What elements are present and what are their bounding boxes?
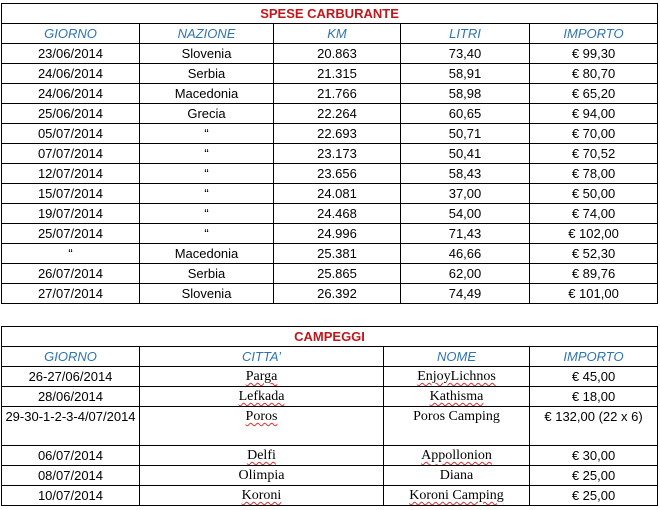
fuel-cell-litri: 46,66: [401, 244, 530, 264]
fuel-cell-importo: € 80,70: [530, 64, 658, 84]
fuel-cell-nazione: Macedonia: [140, 84, 274, 104]
campsites-cell-importo: € 132,00 (22 x 6): [530, 407, 658, 446]
campsites-table-row: [2, 407, 658, 446]
fuel-cell-nazione: Serbia: [140, 64, 274, 84]
fuel-table-row: [2, 164, 658, 184]
campsites-table: [1, 326, 658, 506]
campsites-cell-citta: [140, 466, 384, 486]
campsites-cell-text: Delfi: [247, 448, 276, 463]
campsites-cell-text: Olimpia: [238, 468, 285, 483]
fuel-table-row: [2, 124, 658, 144]
fuel-table-row: [2, 204, 658, 224]
fuel-cell-litri: 58,43: [401, 164, 530, 184]
campsites-cell-citta: [140, 407, 384, 446]
fuel-cell-importo: € 99,30: [530, 44, 658, 64]
fuel-table-row: [2, 244, 658, 264]
fuel-cell-giorno: 27/07/2014: [2, 284, 140, 304]
campsites-table-row: [2, 486, 658, 506]
fuel-cell-litri: 71,43: [401, 224, 530, 244]
campsites-cell-giorno: 28/06/2014: [2, 387, 140, 407]
fuel-table-row: [2, 224, 658, 244]
fuel-cell-nazione: “: [140, 164, 274, 184]
campsites-cell-importo: € 45,00: [530, 367, 658, 387]
campsites-cell-citta: [140, 367, 384, 387]
fuel-cell-nazione: Slovenia: [140, 44, 274, 64]
fuel-cell-litri: 37,00: [401, 184, 530, 204]
fuel-cell-importo: € 70,00: [530, 124, 658, 144]
campsites-cell-giorno: 29-30-1-2-3-4/07/2014: [2, 407, 140, 446]
fuel-table-row: [2, 284, 658, 304]
fuel-cell-giorno: 19/07/2014: [2, 204, 140, 224]
campsites-table-row: [2, 466, 658, 486]
fuel-table-title: SPESE CARBURANTE: [2, 4, 658, 24]
campsites-cell-nome: [384, 446, 530, 466]
fuel-cell-giorno: 25/06/2014: [2, 104, 140, 124]
fuel-cell-km: 23.656: [274, 164, 401, 184]
fuel-header-km: KM: [274, 24, 401, 44]
campsites-header-nome: NOME: [384, 347, 530, 367]
fuel-header-row: [2, 24, 658, 44]
fuel-title-row: [2, 4, 658, 24]
campsites-title-row: [2, 327, 658, 347]
fuel-table-body: [2, 44, 658, 304]
campsites-cell-nome: [384, 407, 530, 446]
fuel-cell-nazione: Serbia: [140, 264, 274, 284]
campsites-table-row: [2, 367, 658, 387]
fuel-cell-litri: 50,71: [401, 124, 530, 144]
fuel-header-importo: IMPORTO: [530, 24, 658, 44]
fuel-cell-litri: 58,91: [401, 64, 530, 84]
campsites-cell-citta: [140, 486, 384, 506]
fuel-cell-giorno: 26/07/2014: [2, 264, 140, 284]
campsites-cell-giorno: 08/07/2014: [2, 466, 140, 486]
fuel-cell-giorno: 23/06/2014: [2, 44, 140, 64]
fuel-cell-importo: € 94,00: [530, 104, 658, 124]
fuel-cell-giorno: 05/07/2014: [2, 124, 140, 144]
fuel-cell-nazione: Grecia: [140, 104, 274, 124]
campsites-cell-nome: [384, 486, 530, 506]
fuel-table-row: [2, 264, 658, 284]
campsites-cell-text: EnjoyLichnos: [417, 369, 496, 384]
campsites-header-citta: CITTA’: [140, 347, 384, 367]
fuel-cell-km: 26.392: [274, 284, 401, 304]
fuel-cell-giorno: 15/07/2014: [2, 184, 140, 204]
fuel-cell-litri: 54,00: [401, 204, 530, 224]
fuel-cell-giorno: 07/07/2014: [2, 144, 140, 164]
campsites-header-giorno: GIORNO: [2, 347, 140, 367]
fuel-cell-km: 25.381: [274, 244, 401, 264]
fuel-cell-importo: € 102,00: [530, 224, 658, 244]
fuel-cell-importo: € 70,52: [530, 144, 658, 164]
fuel-cell-giorno: 24/06/2014: [2, 64, 140, 84]
campsites-cell-text: Koroni: [241, 488, 282, 503]
campsites-cell-importo: € 25,00: [530, 466, 658, 486]
campsites-cell-citta: [140, 387, 384, 407]
fuel-table-row: [2, 64, 658, 84]
fuel-cell-importo: € 65,20: [530, 84, 658, 104]
fuel-cell-km: 20.863: [274, 44, 401, 64]
fuel-cell-nazione: “: [140, 224, 274, 244]
fuel-cell-importo: € 52,30: [530, 244, 658, 264]
fuel-table-row: [2, 104, 658, 124]
campsites-header-importo: IMPORTO: [530, 347, 658, 367]
campsites-cell-giorno: 26-27/06/2014: [2, 367, 140, 387]
campsites-cell-citta: [140, 446, 384, 466]
campsites-cell-giorno: 10/07/2014: [2, 486, 140, 506]
fuel-table-row: [2, 84, 658, 104]
campsites-cell-importo: € 30,00: [530, 446, 658, 466]
campsites-cell-text: Lefkada: [238, 389, 285, 404]
campsites-cell-text: Poros Camping: [413, 409, 500, 424]
fuel-cell-km: 24.996: [274, 224, 401, 244]
fuel-cell-importo: € 74,00: [530, 204, 658, 224]
fuel-cell-litri: 58,98: [401, 84, 530, 104]
fuel-cell-litri: 50,41: [401, 144, 530, 164]
fuel-cell-nazione: Slovenia: [140, 284, 274, 304]
campsites-table-title: CAMPEGGI: [2, 327, 658, 347]
campsites-cell-text: Parga: [245, 369, 278, 384]
fuel-cell-nazione: Macedonia: [140, 244, 274, 264]
fuel-cell-nazione: “: [140, 144, 274, 164]
campsites-cell-nome: [384, 387, 530, 407]
fuel-table-row: [2, 144, 658, 164]
fuel-cell-km: 21.766: [274, 84, 401, 104]
fuel-cell-importo: € 101,00: [530, 284, 658, 304]
fuel-cell-km: 22.264: [274, 104, 401, 124]
fuel-cell-nazione: “: [140, 204, 274, 224]
fuel-cell-giorno: 12/07/2014: [2, 164, 140, 184]
fuel-cell-giorno: “: [2, 244, 140, 264]
campsites-cell-nome: [384, 367, 530, 387]
fuel-cell-km: 23.173: [274, 144, 401, 164]
fuel-cell-km: 25.865: [274, 264, 401, 284]
campsites-cell-importo: € 25,00: [530, 486, 658, 506]
fuel-cell-giorno: 25/07/2014: [2, 224, 140, 244]
fuel-cell-importo: € 50,00: [530, 184, 658, 204]
fuel-cell-litri: 73,40: [401, 44, 530, 64]
fuel-cell-litri: 60,65: [401, 104, 530, 124]
fuel-header-giorno: GIORNO: [2, 24, 140, 44]
fuel-cell-nazione: “: [140, 124, 274, 144]
campsites-table-row: [2, 446, 658, 466]
fuel-header-litri: LITRI: [401, 24, 530, 44]
campsites-cell-importo: € 18,00: [530, 387, 658, 407]
fuel-header-nazione: NAZIONE: [140, 24, 274, 44]
campsites-cell-text: Koroni Camping: [409, 488, 504, 503]
campsites-cell-text: Poros: [245, 409, 278, 424]
fuel-cell-litri: 62,00: [401, 264, 530, 284]
campsites-header-row: [2, 347, 658, 367]
campsites-table-row: [2, 387, 658, 407]
campsites-cell-nome: [384, 466, 530, 486]
fuel-expenses-table: [1, 3, 658, 304]
fuel-cell-km: 22.693: [274, 124, 401, 144]
fuel-cell-giorno: 24/06/2014: [2, 84, 140, 104]
campsites-cell-text: Diana: [439, 468, 474, 483]
fuel-cell-importo: € 78,00: [530, 164, 658, 184]
campsites-table-body: [2, 367, 658, 506]
fuel-cell-km: 24.468: [274, 204, 401, 224]
fuel-table-row: [2, 44, 658, 64]
campsites-cell-text: Kathisma: [429, 389, 484, 404]
campsites-cell-text: Appollonion: [421, 448, 492, 463]
campsites-cell-giorno: 06/07/2014: [2, 446, 140, 466]
fuel-table-row: [2, 184, 658, 204]
fuel-cell-km: 21.315: [274, 64, 401, 84]
fuel-cell-km: 24.081: [274, 184, 401, 204]
fuel-cell-importo: € 89,76: [530, 264, 658, 284]
fuel-cell-nazione: “: [140, 184, 274, 204]
fuel-cell-litri: 74,49: [401, 284, 530, 304]
